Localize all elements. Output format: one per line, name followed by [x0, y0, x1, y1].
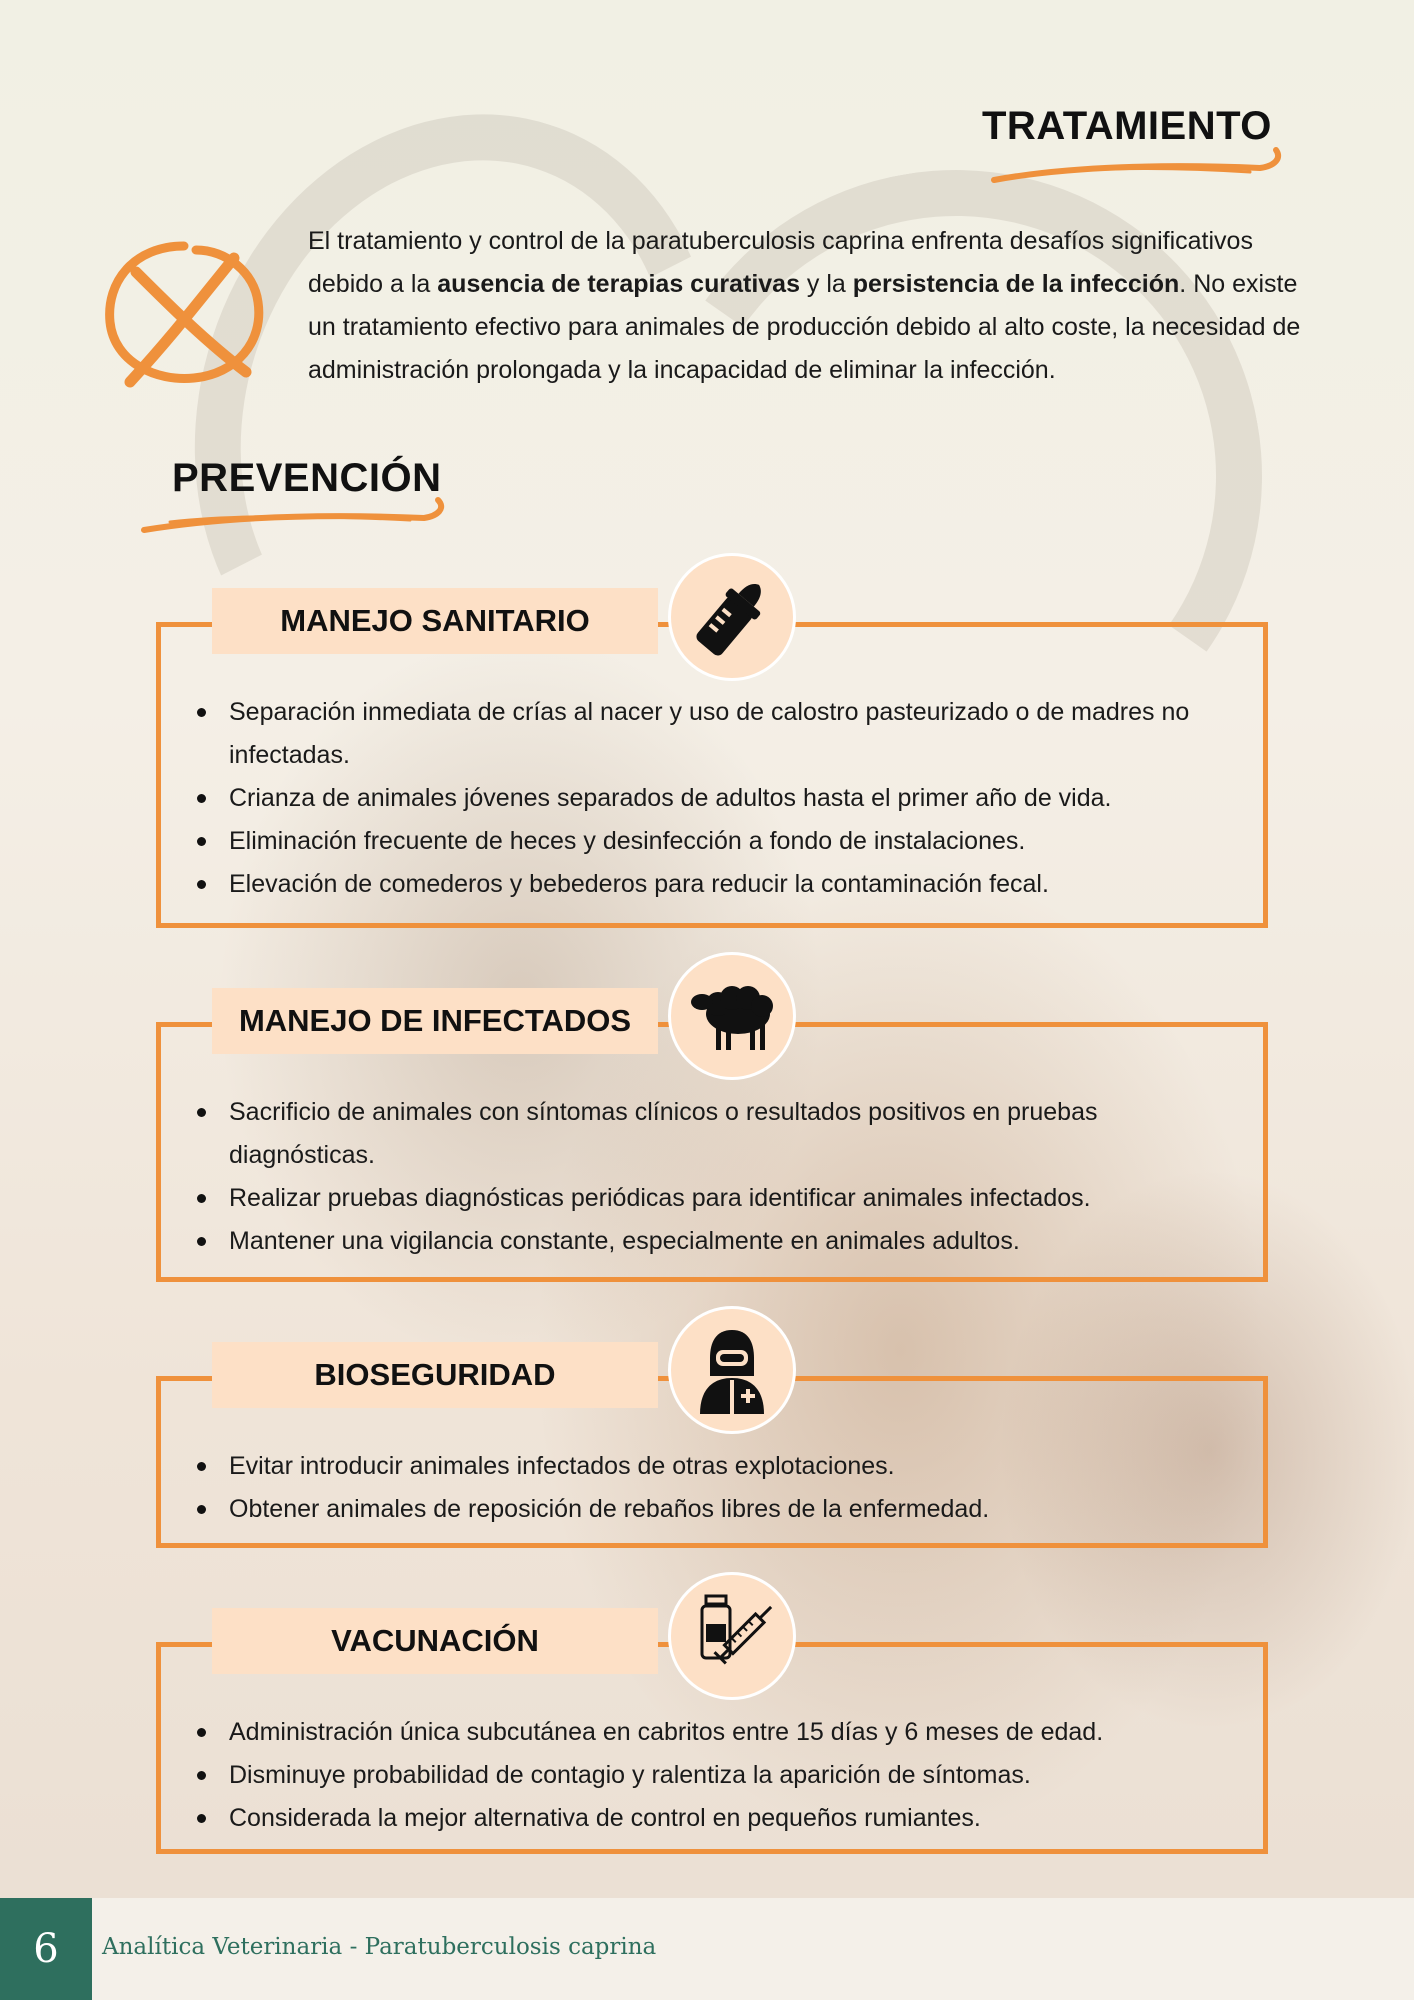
vacunacion-title: VACUNACIÓN: [212, 1608, 658, 1674]
prevencion-underline: [140, 496, 450, 536]
list-item: Separación inmediata de crías al nacer y uso de calostro pasteurizado o de madres no infectadas.: [193, 691, 1223, 777]
tratamiento-underline: [990, 146, 1286, 186]
list-item: Considerada la mejor alternativa de control en pequeños rumiantes.: [193, 1797, 1223, 1840]
sheep-icon: [668, 952, 796, 1080]
tratamiento-text: El tratamiento y control de la paratuberculosis caprina enfrenta desafíos significativos debido a la ausencia de terapias curativas y la persistencia de la infección. No existe un tratamiento efectivo para animales de producción debido al alto coste, la necesidad de administración prolongada y la incapacidad de eliminar la infección.: [308, 227, 1301, 384]
list-item: Obtener animales de reposición de rebaños libres de la enfermedad.: [193, 1488, 1223, 1531]
tratamiento-bold-1: ausencia de terapias curativas: [437, 270, 800, 298]
protective-suit-icon: [668, 1306, 796, 1434]
list-item: Disminuye probabilidad de contagio y ralentiza la aparición de síntomas.: [193, 1754, 1223, 1797]
manejo-sanitario-list: [193, 691, 1223, 906]
x-mark-icon: [96, 232, 272, 392]
footer-title: Analítica Veterinaria - Paratuberculosis caprina: [102, 1934, 657, 1960]
list-item: Sacrificio de animales con síntomas clínicos o resultados positivos en pruebas diagnósticas.: [193, 1091, 1223, 1177]
vacunacion-list: [193, 1711, 1223, 1840]
tratamiento-bold-2: persistencia de la infección: [852, 270, 1180, 298]
list-item: Eliminación frecuente de heces y desinfección a fondo de instalaciones.: [193, 820, 1223, 863]
page-number: 6: [0, 1898, 92, 2000]
list-item: Crianza de animales jóvenes separados de adultos hasta el primer año de vida.: [193, 777, 1223, 820]
baby-bottle-icon: [668, 553, 796, 681]
prevencion-heading: PREVENCIÓN: [172, 456, 442, 500]
list-item: Mantener una vigilancia constante, especialmente en animales adultos.: [193, 1220, 1223, 1263]
vaccine-syringe-icon: [668, 1572, 796, 1700]
manejo-sanitario-title: MANEJO SANITARIO: [212, 588, 658, 654]
bioseguridad-title: BIOSEGURIDAD: [212, 1342, 658, 1408]
page-footer: [0, 1898, 1414, 2000]
list-item: Administración única subcutánea en cabritos entre 15 días y 6 meses de edad.: [193, 1711, 1223, 1754]
tratamiento-heading: TRATAMIENTO: [982, 104, 1272, 148]
manejo-infectados-list: [193, 1091, 1223, 1263]
manejo-infectados-title: MANEJO DE INFECTADOS: [212, 988, 658, 1054]
list-item: Evitar introducir animales infectados de otras explotaciones.: [193, 1445, 1223, 1488]
bioseguridad-list: [193, 1445, 1223, 1531]
list-item: Realizar pruebas diagnósticas periódicas para identificar animales infectados.: [193, 1177, 1223, 1220]
list-item: Elevación de comederos y bebederos para reducir la contaminación fecal.: [193, 863, 1223, 906]
